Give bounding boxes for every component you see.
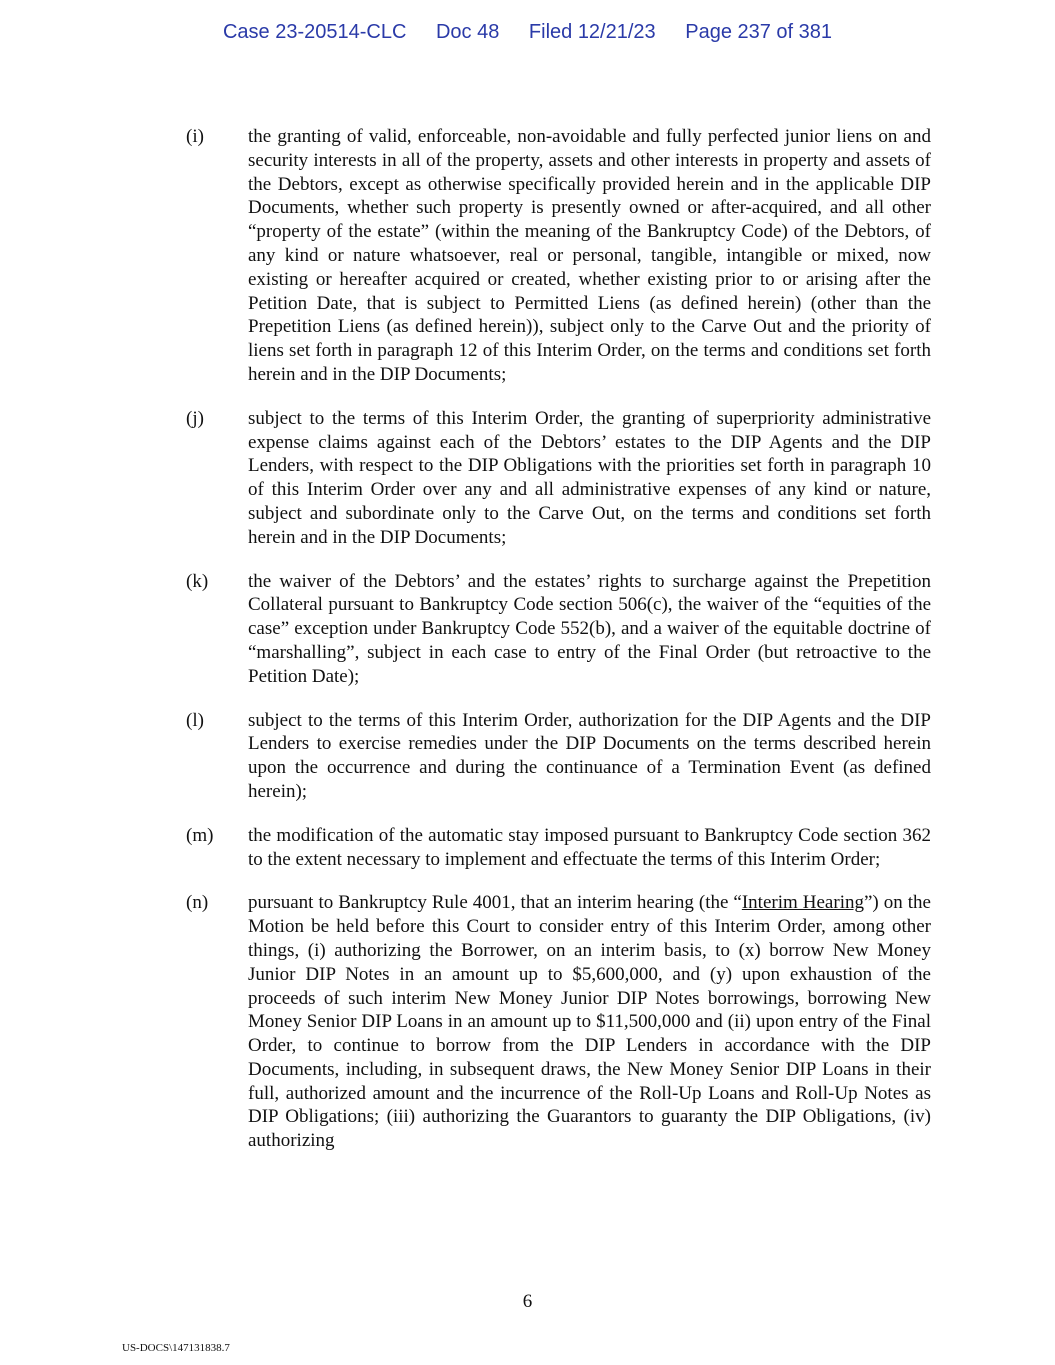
list-item-l: [0, 709, 1055, 804]
list-item-k: [0, 570, 1055, 689]
list-item-m: [0, 824, 1055, 872]
item-text: [248, 891, 931, 1153]
item-label: (n): [186, 892, 209, 914]
item-text: the waiver of the Debtors’ and the estates’ rights to surcharge against the Prepetition Collateral pursuant to Bankruptcy Code section 506(c), the waiver of the “equities of the case” exception under Bankruptcy Code 552(b), and a waiver of the equitable doctrine of “marshalling”, subject in each case to entry of the Final Order (but retroactive to the Petition Date);: [248, 570, 931, 687]
item-label: (i): [186, 126, 204, 147]
list-item-i: [0, 125, 1055, 387]
item-label: (m): [186, 824, 214, 846]
item-text: the granting of valid, enforceable, non-avoidable and fully perfected junior liens on and security interests in all of the property, assets and other interests in property and assets of the Debtors, except as otherwise specifically provided herein and in the applicable DIP Documents, whether such property is presently owned or after-acquired, and all other “property of the estate” (within the meaning of the Bankruptcy Code) of the Debtors, of any kind or nature whatsoever, real or personal, tangible, intangible or mixed, now existing or hereafter acquired or created, whether existing prior to or arising after the Petition Date, that is subject to Permitted Liens (as defined herein) (other than the Prepetition Liens (as defined herein)), subject only to the Carve Out and the priority of liens set forth in paragraph 12 of this Interim Order, on the terms and conditions set forth herein and in the DIP Documents;: [248, 126, 931, 385]
filed-date: Filed 12/21/23: [528, 21, 656, 43]
list-item-n: [0, 891, 1055, 1153]
item-text-before: pursuant to Bankruptcy Rule 4001, that an interim hearing (the “: [248, 892, 742, 914]
case-header: [0, 19, 1055, 45]
item-label: (k): [186, 570, 209, 592]
item-label: (j): [186, 407, 204, 429]
item-text-after: ”) on the Motion be held before this Court to consider entry of this Interim Order, among other things, (i) authorizing the Borrower, on an interim basis, to (x) borrow New Money Junior DIP Notes in an amount up to $5,600,000, and (y) upon exhaustion of the proceeds of such interim New Money Junior DIP Notes borrowings, borrowing New Money Senior DIP Loans in an amount up to $11,500,000 and (ii) upon entry of the Final Order, to continue to borrow from the DIP Lenders in accordance with the DIP Documents, including, in subsequent draws, the New Money Senior DIP Loans in their full, authorized amount and the incurrence of the Roll-Up Loans and Roll-Up Notes as DIP Obligations; (iii) authorizing the Guarantors to guaranty the DIP Obligations, (iv) authorizing: [248, 892, 931, 1152]
item-text: the modification of the automatic stay imposed pursuant to Bankruptcy Code section 362 to the extent necessary to implement and effectuate the terms of this Interim Order;: [248, 824, 931, 870]
document-body: [0, 125, 1055, 1173]
item-text: subject to the terms of this Interim Order, the granting of superpriority administrative expense claims against each of the Debtors’ estates to the DIP Agents and the DIP Lenders, with respect to the DIP Obligations with the priorities set forth in paragraph 10 of this Interim Order over any and all administrative expenses of any kind or nature, subject and subordinate only to the Carve Out, on the terms and conditions set forth herein and in the DIP Documents;: [248, 407, 931, 548]
page-of: Page 237 of 381: [685, 21, 833, 43]
item-text: subject to the terms of this Interim Order, authorization for the DIP Agents and the DIP Lenders to exercise remedies under the DIP Documents on the terms described herein upon the occurrence and during the continuance of a Termination Event (as defined herein);: [248, 709, 931, 802]
page-number: 6: [522, 1291, 533, 1312]
document-id: US-DOCS\147131838.7: [122, 1342, 230, 1354]
item-label: (l): [186, 709, 204, 731]
defined-term-interim-hearing: Interim Hearing: [741, 892, 864, 914]
list-item-j: [0, 407, 1055, 550]
case-number: Case 23-20514-CLC: [222, 21, 407, 43]
doc-number: Doc 48: [435, 21, 500, 43]
